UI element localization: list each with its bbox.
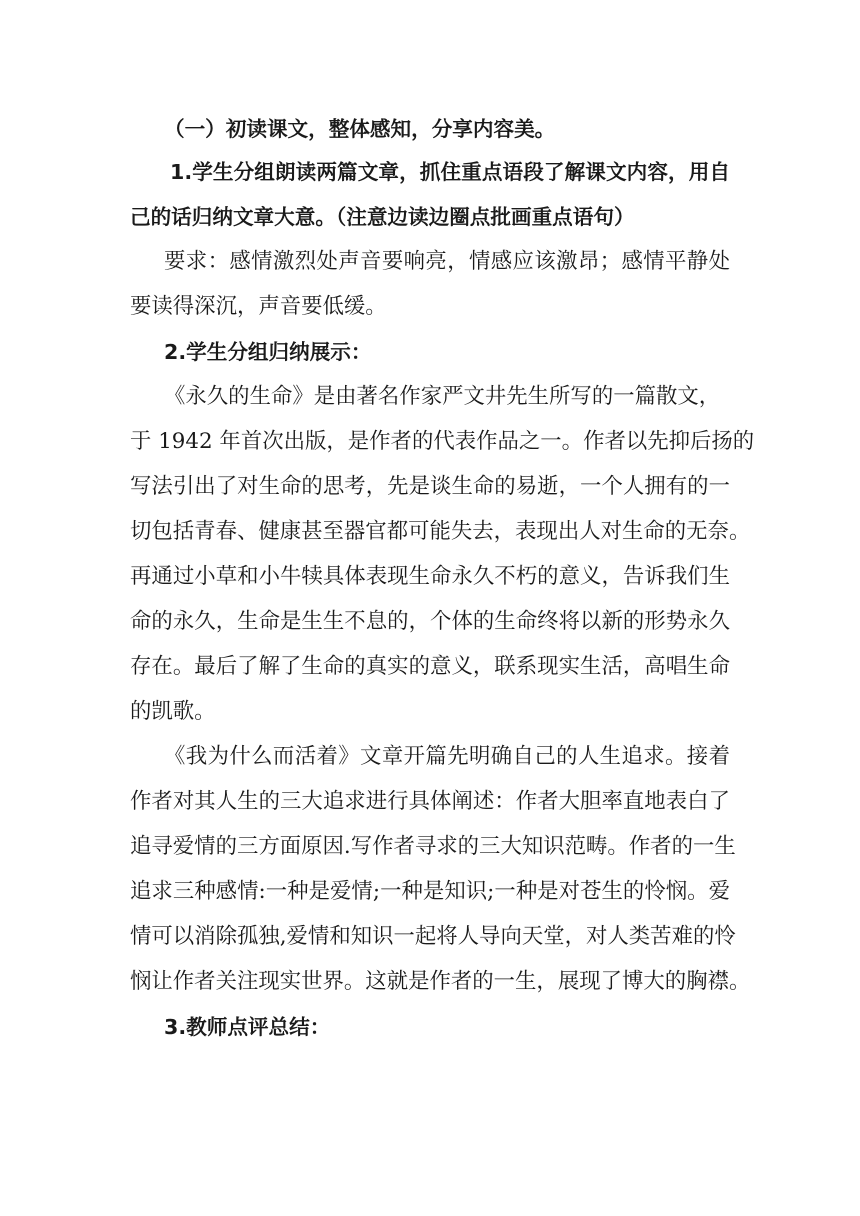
section-heading: （一）初读课文，整体感知，分享内容美。	[164, 117, 556, 141]
eternal-life-line-1: 《永久的生命》是由著名作家严文井先生所写的一篇散文，	[164, 384, 721, 409]
requirement-line-1: 要求：感情激烈处声音要响亮，情感应该激昂；感情平静处	[164, 249, 730, 274]
why-live-line-2: 作者对其人生的三大追求进行具体阐述：作者大胆率直地表白了	[130, 789, 730, 814]
why-live-line-3: 追寻爱情的三方面原因.写作者寻求的三大知识范畴。作者的一生	[130, 834, 736, 859]
eternal-life-line-7: 存在。最后了解了生命的真实的意义，联系现实生活，高唱生命	[130, 654, 730, 679]
eternal-life-line-4: 切包括青春、健康甚至器官都可能失去，表现出人对生命的无奈。	[130, 519, 751, 544]
step3-title: 3.教师点评总结：	[164, 1015, 331, 1039]
why-live-line-4: 追求三种感情:一种是爱情;一种是知识;一种是对苍生的怜悯。爱	[130, 879, 730, 904]
eternal-life-line-3: 写法引出了对生命的思考，先是谈生命的易逝，一个人拥有的一	[130, 474, 730, 499]
eternal-life-line-6: 命的永久，生命是生生不息的，个体的生命终将以新的形势永久	[130, 609, 730, 634]
step1-line-2: 己的话归纳文章大意。（注意边读边圈点批画重点语句）	[130, 205, 635, 229]
step2-title: 2.学生分组归纳展示：	[164, 340, 372, 364]
why-live-line-1: 《我为什么而活着》文章开篇先明确自己的人生追求。接着	[164, 744, 730, 769]
step1-line-1: 1.学生分组朗读两篇文章，抓住重点语段了解课文内容，用自	[170, 160, 730, 184]
why-live-line-6: 悯让作者关注现实世界。这就是作者的一生，展现了博大的胸襟。	[130, 969, 751, 994]
requirement-line-2: 要读得深沉，声音要低缓。	[130, 294, 387, 319]
why-live-line-5: 情可以消除孤独,爱情和知识一起将人导向天堂，对人类苦难的怜	[130, 924, 736, 949]
eternal-life-line-8: 的凯歌。	[130, 699, 216, 724]
eternal-life-line-5: 再通过小草和小牛犊具体表现生命永久不朽的意义，告诉我们生	[130, 564, 730, 589]
eternal-life-line-2: 于 1942 年首次出版，是作者的代表作品之一。作者以先抑后扬的	[130, 429, 755, 454]
